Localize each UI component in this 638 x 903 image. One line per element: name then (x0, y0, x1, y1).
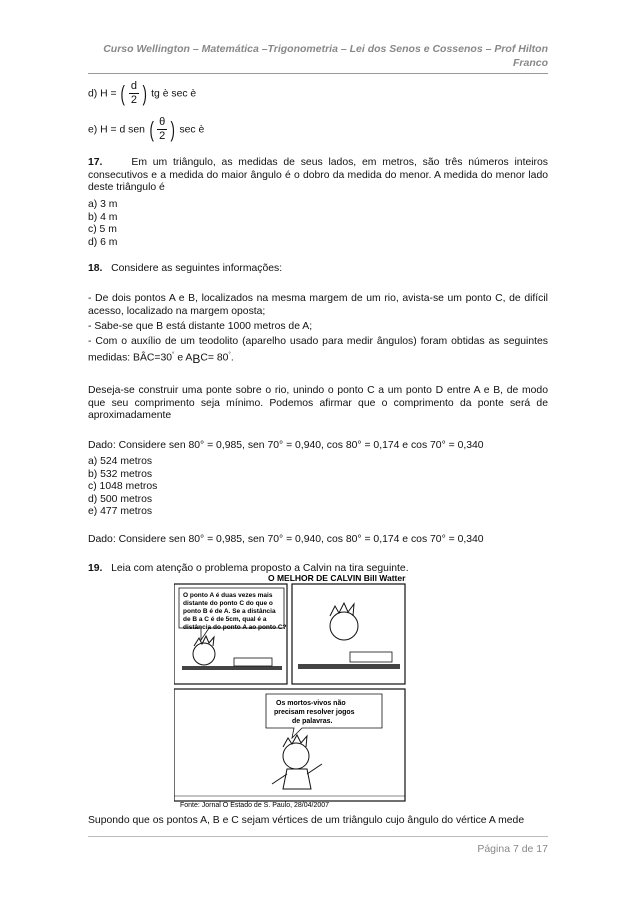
desk-icon (182, 666, 282, 670)
svg-text:precisam resolver jogos: precisam resolver jogos (274, 709, 355, 716)
header-divider (88, 73, 548, 74)
angle-vertex-b: B (192, 352, 201, 367)
svg-text:de B a C é de 5cm, qual é a: de B a C é de 5cm, qual é a (183, 616, 267, 623)
book-icon (234, 658, 272, 666)
info-1: - De dois pontos A e B, localizados na mesma margem de um rio, avista-se um ponto C, de difícil acesso, localizado na margem oposta; (88, 293, 548, 317)
option-item: d) 6 m (88, 236, 118, 248)
comic-source: Fonte: Jornal O Estado de S. Paulo, 28/04/2007 (180, 802, 330, 808)
option-e-suffix: sec è (179, 124, 205, 136)
info-3-text: - Com o auxílio de um teodolito (aparelho usado para medir ângulos) foram obtidas as seguintes medidas: BÂC=30 (88, 336, 548, 364)
fraction-theta-over-2 (157, 116, 167, 143)
info-3-text: e A (177, 352, 193, 364)
degree-sign: ° (172, 351, 175, 358)
svg-text:O ponto A é duas vezes mais: O ponto A é duas vezes mais (183, 592, 273, 599)
question-number: 19. (88, 563, 103, 574)
question-17-options (88, 199, 548, 249)
option-e-prefix: e) H = d sen (88, 124, 145, 136)
question-text: Considere as seguintes informações: (111, 263, 283, 274)
option-item: b) 4 m (88, 211, 118, 223)
degree-sign: ° (228, 351, 231, 358)
fraction-numerator: θ (159, 116, 166, 128)
header-line-1: Curso Wellington – Matemática –Trigonometria – Lei dos Senos e Cossenos – Prof Hilton (103, 43, 548, 55)
option-item: e) 477 metros (88, 506, 153, 518)
question-18-options (88, 456, 548, 519)
option-item: a) 524 metros (88, 456, 153, 467)
question-text: Em um triângulo, as medidas de seus lados, em metros, são três números inteiros consecutivos e a medida do maior ângulo é o dobro da medida do menor. A medida do menor lado deste triângulo é (88, 157, 548, 194)
right-paren: ) (142, 80, 147, 106)
fraction-numerator: d (130, 80, 137, 92)
calvin-head-icon (283, 743, 309, 769)
question-18-intro (88, 263, 548, 276)
given-values-repeat: Dado: Considere sen 80° = 0,985, sen 70° = 0,940, cos 80° = 0,174 e cos 70° = 0,340 (88, 534, 484, 545)
info-3: - Com o auxílio de um teodolito (aparelho usado para medir ângulos) foram obtidas as seguintes medidas: BÂC=30° e ABC= 80°. (88, 336, 548, 367)
fraction-denominator: 2 (130, 94, 137, 106)
option-item: c) 1048 metros (88, 481, 158, 493)
page-number: Página 7 de 17 (477, 843, 548, 855)
svg-text:distância do ponto A ao ponto: distância do ponto A ao ponto C? (183, 624, 287, 631)
fraction-denominator: 2 (159, 130, 166, 142)
left-paren: ( (149, 116, 154, 142)
calvin-comic-strip (174, 566, 406, 808)
fraction-d-over-2 (129, 80, 139, 107)
svg-text:de palavras.: de palavras. (292, 718, 333, 725)
comic-image (174, 566, 406, 808)
question-17 (88, 157, 548, 195)
page-header (103, 42, 548, 70)
option-item: b) 532 metros (88, 468, 153, 480)
option-d-suffix: tg è sec è (151, 88, 197, 100)
info-3-text: C= 80 (200, 352, 229, 364)
option-item: d) 500 metros (88, 493, 153, 505)
question-number: 18. (88, 263, 103, 274)
option-e-formula (88, 116, 548, 143)
header-line-2: Franco (512, 57, 548, 69)
book-icon (350, 652, 392, 662)
given-values: Dado: Considere sen 80° = 0,985, sen 70° = 0,940, cos 80° = 0,174 e cos 70° = 0,340 (88, 440, 484, 451)
question-number: 17. (88, 157, 103, 168)
desk-icon (298, 664, 400, 669)
option-d-formula (88, 80, 548, 107)
calvin-head-icon (330, 612, 358, 640)
question-text: Leia com atenção o problema proposto a Calvin na tira seguinte. (111, 563, 409, 574)
comic-title: O MELHOR DE CALVIN Bill Watterson (268, 573, 406, 583)
option-item: c) 5 m (88, 224, 117, 236)
question-18-problem: Deseja-se construir uma ponte sobre o rio, unindo o ponto C a um ponto D entre A e B, de modo que seu comprimento seja mínimo. Podemos afirmar que o comprimento da ponte será de aproximadamente (88, 385, 548, 422)
left-paren: ( (120, 80, 126, 106)
svg-text:distante do ponto C do que o: distante do ponto C do que o (183, 600, 273, 607)
footer-divider (88, 836, 548, 837)
bubble-1-text (183, 592, 287, 631)
info-2: - Sabe-se que B está distante 1000 metros de A; (88, 321, 313, 332)
right-paren: ) (170, 116, 176, 142)
calvin-body-icon (283, 769, 311, 789)
svg-text:ponto B é de A. Se a distância: ponto B é de A. Se a distância (183, 608, 276, 615)
calvin-head-icon (193, 643, 215, 665)
svg-text:Os mortos-vivos não: Os mortos-vivos não (276, 700, 346, 707)
question-19-closing: Supondo que os pontos A, B e C sejam vértices de um triângulo cujo ângulo do vértice A mede (88, 815, 525, 826)
option-item: a) 3 m (88, 199, 118, 210)
option-d-prefix: d) H = (88, 88, 117, 100)
